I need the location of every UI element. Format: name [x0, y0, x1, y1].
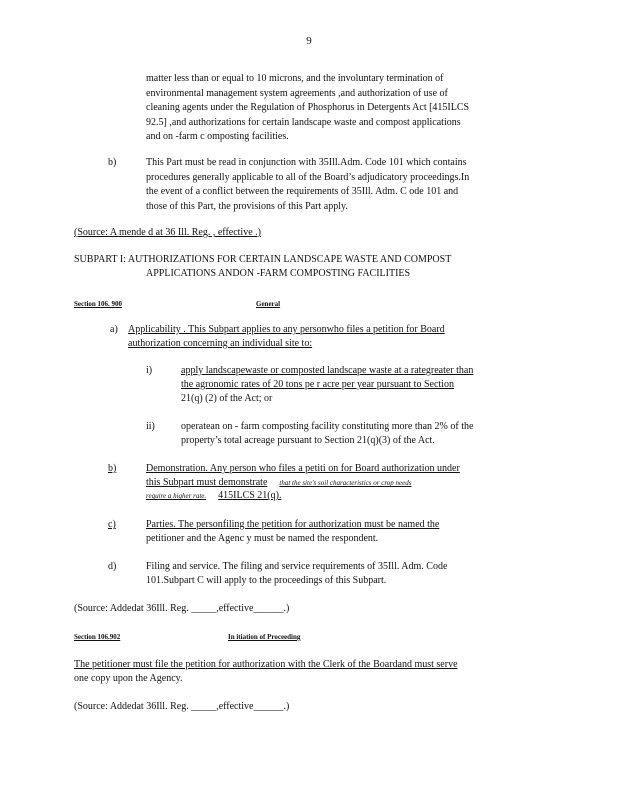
petitioner-paragraph: The petitioner must file the petition for authorization with the Clerk of the Boardand must serve — [74, 659, 458, 670]
inserted-text: require a higher rate. — [146, 492, 207, 500]
item-d-line: 101.Subpart C will apply to the proceedings of this Subpart. — [146, 575, 387, 586]
text-line: the event of a conflict between the requirements of 35Ill. Adm. C ode 101 and — [146, 186, 459, 197]
section-title: In itiation of Proceeding — [228, 633, 301, 641]
item-i-line: 21(q) (2) of the Act; or — [181, 393, 273, 404]
petitioner-paragraph: one copy upon the Agency. — [74, 673, 183, 684]
item-label: d) — [108, 561, 117, 572]
source-note: (Source: A mende d at 36 Ill. Reg. , effective .) — [74, 227, 261, 238]
text-line: procedures generally applicable to all of the Board’s adjudicatory proceedings.In — [146, 171, 470, 183]
paragraph-b — [146, 156, 469, 214]
text-span: this Subpart must demonstrate — [146, 477, 268, 488]
item-d-line: Filing and service. The filing and service requirements of 35Ill. Adm. Code — [146, 561, 448, 572]
item-b-line: Demonstration. Any person who files a petiti on for Board authorization under — [146, 463, 460, 474]
text-span: 415ILCS 21(q). — [218, 490, 282, 501]
item-a-line: authorization concerning an individual site to: — [128, 338, 313, 349]
item-i-line: apply landscapewaste or composted landscape waste at a rategreater than — [181, 365, 474, 376]
item-label: b) — [108, 157, 117, 168]
text-line: environmental management system agreements ,and authorization of use of — [146, 87, 448, 99]
item-label: i) — [146, 365, 153, 376]
item-label: b) — [108, 463, 117, 474]
subpart-heading-cont: APPLICATIONS ANDON -FARM COMPOSTING FACILITIES — [146, 268, 411, 279]
item-label: c) — [108, 519, 116, 530]
item-ii-line: property’s total acreage pursuant to Section 21(q)(3) of the Act. — [181, 435, 435, 446]
text-line: cleaning agents under the Regulation of Phosphorus in Detergents Act [415ILCS — [146, 102, 470, 113]
item-c-line: Parties. The personfiling the petition for authorization must be named the — [146, 519, 440, 530]
continued-paragraph — [146, 72, 469, 145]
text-line: and on -farm c omposting facilities. — [146, 131, 289, 142]
page-number: 9 — [306, 35, 312, 47]
inserted-text: that the site's soil characteristics or crop needs — [279, 479, 412, 487]
item-b-line — [146, 489, 281, 504]
section-number: Section 106. 900 — [74, 300, 123, 308]
item-label: a) — [110, 324, 118, 335]
text-line: 92.5] ,and authorizations for certain landscape waste and compost applications — [146, 116, 461, 128]
subpart-heading: SUBPART I: AUTHORIZATIONS FOR CERTAIN LANDSCAPE WASTE AND COMPOST — [74, 254, 452, 265]
item-ii-line: operatean on - farm composting facility constituting more than 2% of the — [181, 421, 474, 432]
section-number: Section 106.902 — [74, 633, 121, 641]
item-i-line: the agronomic rates of 20 tons pe r acre per year pursuant to Section — [181, 379, 454, 390]
item-c-line: petitioner and the Agenc y must be named the respondent. — [146, 533, 379, 544]
source-note: (Source: Addedat 36Ill. Reg. _____,effective______.) — [74, 603, 290, 614]
section-title: General — [256, 300, 281, 308]
text-line: This Part must be read in conjunction with 35Ill.Adm. Code 101 which contains — [146, 157, 467, 168]
source-note: (Source: Addedat 36Ill. Reg. _____,effective______.) — [74, 701, 290, 712]
text-line: those of this Part, the provisions of this Part apply. — [146, 200, 348, 212]
item-label: ii) — [146, 421, 155, 432]
text-line: matter less than or equal to 10 microns, and the involuntary termination of — [146, 73, 444, 84]
item-a-line: Applicability . This Subpart applies to any personwho files a petition for Board — [128, 324, 445, 335]
